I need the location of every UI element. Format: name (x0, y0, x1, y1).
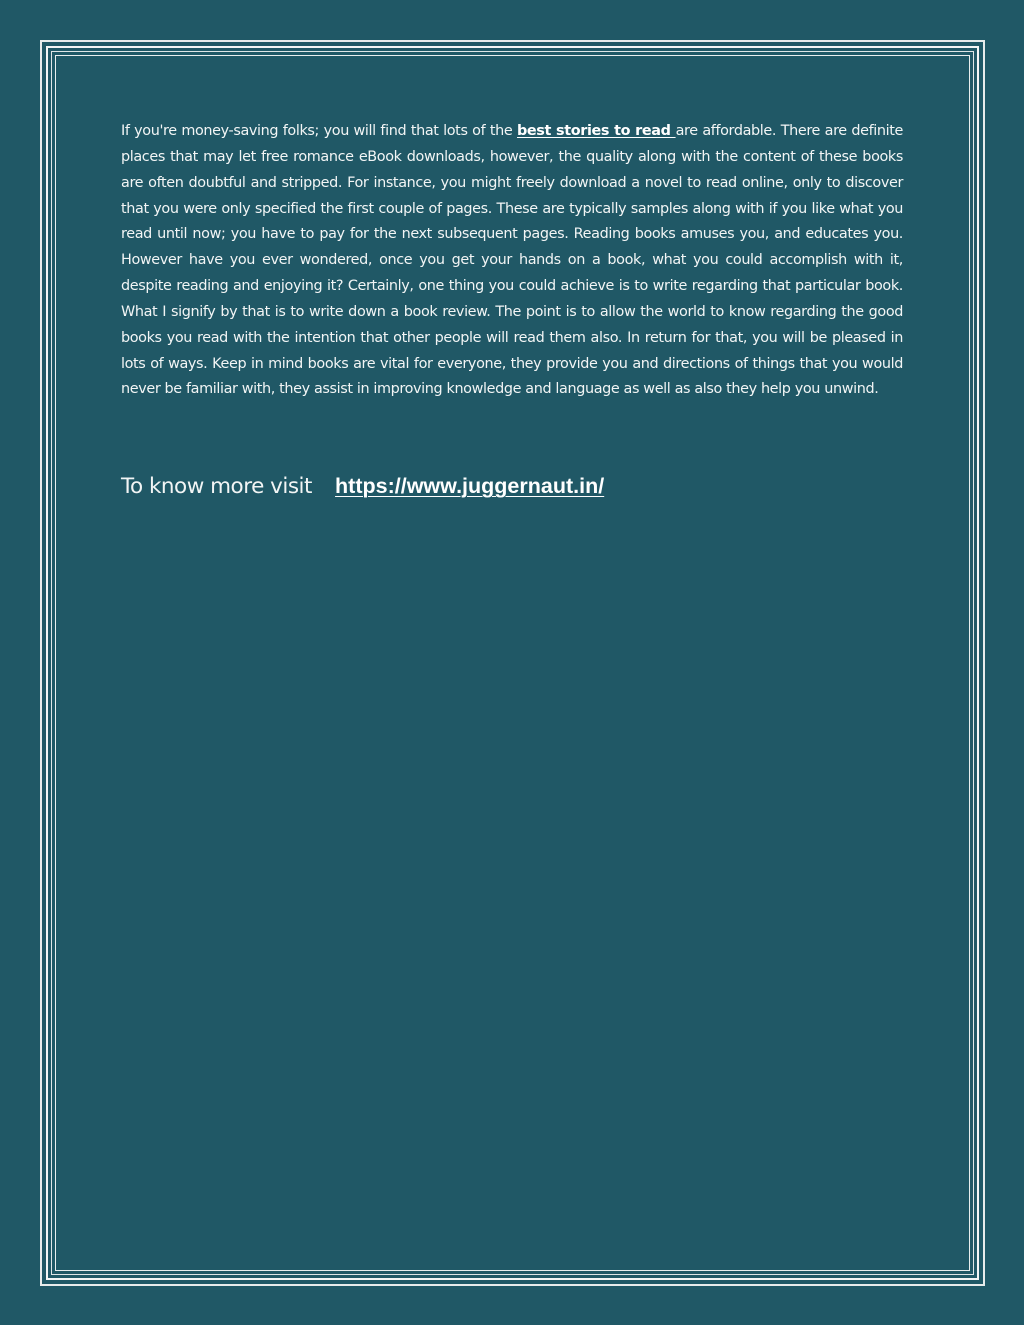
body-paragraph (121, 119, 903, 403)
visit-line (121, 474, 604, 499)
document-body (121, 119, 903, 403)
juggernaut-url-link[interactable]: https://www.juggernaut.in/ (335, 474, 605, 498)
visit-label: To know more visit (121, 474, 312, 499)
best-stories-link[interactable]: best stories to read (517, 123, 676, 139)
paragraph-text-end: are affordable. There are definite places that may let free romance eBook downloads, however, the quality along with the content of these books are often doubtful and stripped. For instance, you might freely download a novel to read online, only to discover that you were only specified the first couple of pages. These are typically samples along with if you like what you read until now; you have to pay for the next subsequent pages. Reading books amuses you, and educates you. However have you ever wondered, once you get your hands on a book, what you could accomplish with it, despite reading and enjoying it? Certainly, one thing you could achieve is to write regarding that particular book. What I signify by that is to write down a book review. The point is to allow the world to know regarding the good books you read with the intention that other people will read them also. In return for that, you will be pleased in lots of ways. Keep in mind books are vital for everyone, they provide you and directions of things that you would never be familiar with, they assist in improving knowledge and language as well as also they help you unwind. (121, 123, 903, 398)
paragraph-text-start: If you're money-saving folks; you will find that lots of the (121, 123, 517, 139)
